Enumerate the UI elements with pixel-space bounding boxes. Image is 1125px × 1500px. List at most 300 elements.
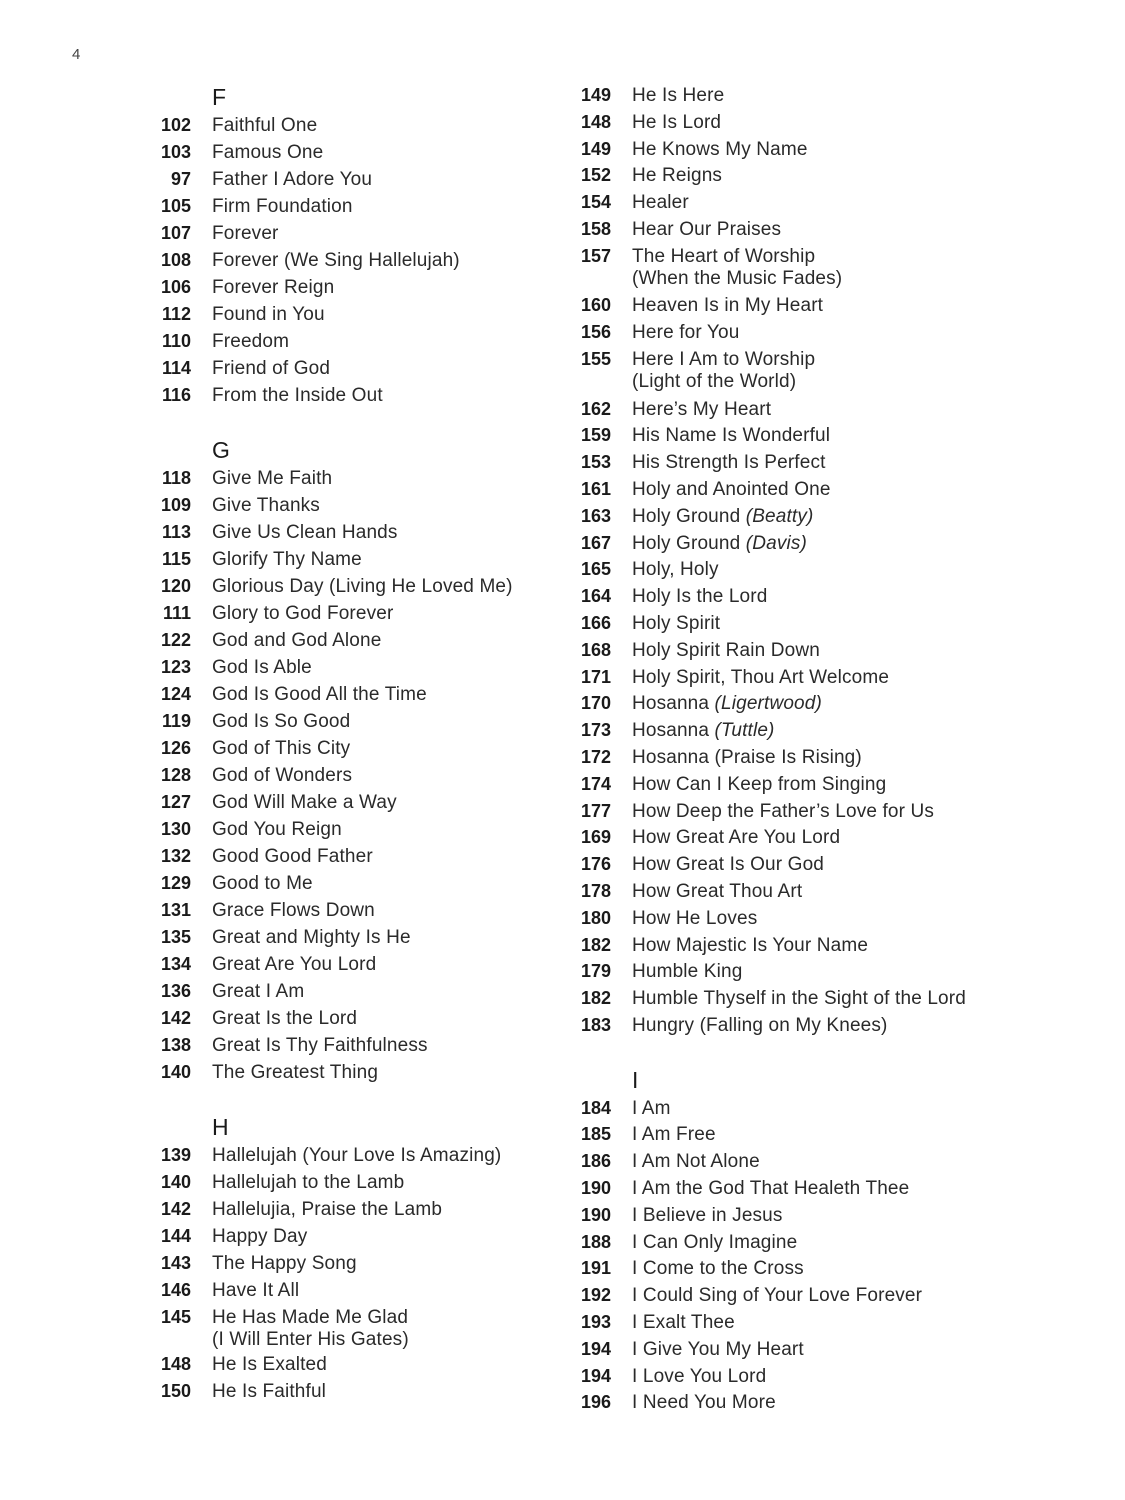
section-letter: F [212, 84, 227, 110]
song-number: 160 [580, 295, 611, 316]
index-entry [150, 546, 560, 573]
song-number: 153 [580, 452, 611, 473]
song-title-block [632, 1095, 671, 1122]
song-title: Hallelujah to the Lamb [212, 1172, 405, 1193]
song-title: God You Reign [212, 819, 342, 840]
index-entry [150, 355, 560, 382]
song-title: Humble Thyself in the Sight of the Lord [632, 988, 966, 1010]
index-entry [570, 449, 1010, 476]
song-number: 123 [160, 657, 191, 677]
song-number: 138 [160, 1035, 191, 1055]
song-number: 102 [160, 115, 191, 135]
song-number: 178 [580, 880, 611, 901]
song-number: 142 [160, 1199, 191, 1219]
song-title: I Need You More [632, 1392, 776, 1414]
song-subtitle: (When the Music Fades) [632, 267, 843, 289]
song-title-block [632, 1389, 776, 1416]
index-entry [570, 1336, 1010, 1363]
song-title-block [212, 328, 289, 355]
index-entry [150, 1250, 560, 1277]
index-entry [570, 1148, 1010, 1175]
song-title: Holy Ground [632, 532, 741, 554]
index-entry [150, 301, 560, 328]
song-number: 164 [580, 586, 611, 607]
song-number: 112 [161, 304, 191, 324]
index-entry [570, 664, 1010, 691]
song-title-block [632, 637, 820, 664]
song-title: Holy Spirit, Thou Art Welcome [632, 666, 890, 688]
song-title: God Will Make a Way [212, 792, 397, 813]
song-title-block [632, 530, 807, 557]
index-entry [570, 346, 1010, 396]
song-title: Famous One [212, 142, 324, 163]
song-title: Holy and Anointed One [632, 478, 831, 500]
song-number: 183 [580, 1014, 611, 1035]
song-title-block [632, 771, 886, 798]
index-entry [570, 1282, 1010, 1309]
song-number: 166 [580, 612, 611, 633]
song-number: 140 [160, 1172, 191, 1192]
song-number: 124 [160, 684, 191, 704]
song-number: 115 [161, 549, 191, 569]
song-title: He Is Exalted [212, 1354, 327, 1375]
index-entry [570, 1389, 1010, 1416]
index-entry [570, 476, 1010, 503]
index-entry [150, 1142, 560, 1169]
song-number: 196 [580, 1392, 611, 1413]
index-entry [150, 139, 560, 166]
song-number: 157 [580, 245, 611, 266]
song-number: 143 [160, 1253, 191, 1273]
song-title-block [632, 109, 721, 136]
song-title: Great and Mighty Is He [212, 927, 411, 948]
song-number: 120 [160, 576, 191, 596]
index-entry [150, 600, 560, 627]
song-title-block [632, 1336, 804, 1363]
song-title-block [632, 1175, 909, 1202]
song-title: I Am Free [632, 1124, 716, 1146]
song-title-block [212, 816, 342, 843]
song-number: 105 [160, 196, 191, 216]
song-title: Give Thanks [212, 495, 320, 516]
index-entry [150, 573, 560, 600]
song-number: 114 [161, 358, 191, 378]
song-number: 149 [580, 138, 611, 159]
song-title-block [212, 166, 372, 193]
index-section [570, 1039, 1010, 1417]
song-title: How He Loves [632, 907, 758, 929]
song-title: Holy Spirit [632, 612, 721, 634]
song-title-block [632, 82, 724, 109]
index-entry [150, 681, 560, 708]
song-number: 145 [160, 1307, 191, 1327]
index-entry [150, 816, 560, 843]
index-entry [570, 422, 1010, 449]
song-title: Firm Foundation [212, 196, 353, 217]
song-title: Here’s My Heart [632, 398, 772, 420]
index-entry [150, 924, 560, 951]
song-author-note: (Beatty) [745, 505, 814, 527]
index-entry [570, 319, 1010, 346]
page-number: 4 [72, 46, 81, 63]
song-title-block [632, 1012, 888, 1039]
song-title: He Knows My Name [632, 138, 808, 160]
song-title: Freedom [212, 331, 290, 352]
song-title-block [632, 851, 824, 878]
song-number: 184 [580, 1097, 611, 1118]
song-number: 158 [580, 218, 611, 239]
index-entry [150, 1304, 560, 1351]
song-title-block [212, 1169, 404, 1196]
song-title: God of This City [212, 738, 351, 759]
song-title: I Could Sing of Your Love Forever [632, 1285, 923, 1307]
index-section [150, 82, 560, 409]
song-number: 182 [580, 934, 611, 955]
index-entry [150, 654, 560, 681]
song-title: Forever (We Sing Hallelujah) [212, 250, 460, 271]
song-title: Holy Ground [632, 505, 741, 527]
song-title-block [212, 1142, 501, 1169]
song-number: 103 [160, 142, 191, 162]
song-title-block [212, 600, 393, 627]
song-title-block [632, 189, 689, 216]
song-title-block [632, 1363, 766, 1390]
index-entry [570, 292, 1010, 319]
song-title-block [212, 654, 312, 681]
song-title-block [632, 878, 802, 905]
song-title-block [632, 583, 767, 610]
index-entry [570, 744, 1010, 771]
index-entry [570, 189, 1010, 216]
index-section [150, 409, 560, 1086]
index-entry [150, 735, 560, 762]
song-title: Faithful One [212, 115, 318, 136]
song-number: 150 [160, 1381, 191, 1401]
song-title-block [632, 162, 722, 189]
song-number: 192 [580, 1285, 611, 1306]
song-title-block [632, 905, 757, 932]
song-title: Great I Am [212, 981, 305, 1002]
song-title: God Is So Good [212, 711, 351, 732]
song-title-block [632, 664, 889, 691]
song-title-block [632, 1309, 735, 1336]
index-entry [570, 932, 1010, 959]
song-title-block [632, 985, 966, 1012]
index-section [150, 1086, 560, 1405]
song-title: I Believe in Jesus [632, 1204, 783, 1226]
index-entry [570, 851, 1010, 878]
song-number: 111 [162, 603, 191, 623]
index-column-left [150, 82, 560, 1405]
song-number: 163 [580, 505, 611, 526]
song-title-block [212, 465, 332, 492]
song-title: Grace Flows Down [212, 900, 375, 921]
song-title: I Am Not Alone [632, 1151, 760, 1173]
song-number: 190 [580, 1178, 611, 1199]
index-entry [570, 82, 1010, 109]
song-number: 129 [160, 873, 191, 893]
song-title: How Great Is Our God [632, 854, 825, 876]
song-title-block [632, 1282, 922, 1309]
song-title: The Happy Song [212, 1253, 357, 1274]
section-letter: G [212, 437, 230, 463]
song-author-note: (Tuttle) [714, 720, 775, 742]
index-entry [150, 274, 560, 301]
song-number: 180 [580, 907, 611, 928]
song-number: 135 [160, 927, 191, 947]
index-entry [150, 870, 560, 897]
song-number: 97 [170, 169, 191, 189]
song-title: Here I Am to Worship [632, 348, 816, 370]
song-title-block [632, 346, 815, 393]
song-subtitle: (Light of the World) [632, 370, 797, 392]
song-title: I Am the God That Healeth Thee [632, 1178, 910, 1200]
song-title: I Can Only Imagine [632, 1231, 798, 1253]
song-title: Father I Adore You [212, 169, 373, 190]
song-title-block [632, 690, 822, 717]
song-number: 116 [161, 385, 191, 405]
song-title: Good to Me [212, 873, 313, 894]
song-title: Glorify Thy Name [212, 549, 362, 570]
song-subtitle: (I Will Enter His Gates) [212, 1329, 409, 1350]
song-title: Healer [632, 192, 689, 214]
index-entry [570, 985, 1010, 1012]
song-number: 130 [160, 819, 191, 839]
song-number: 193 [580, 1312, 611, 1333]
index-entry [150, 382, 560, 409]
song-number: 171 [580, 666, 611, 687]
song-title-block [632, 1148, 760, 1175]
index-entry [150, 762, 560, 789]
index-entry [570, 824, 1010, 851]
song-title: The Heart of Worship [632, 245, 816, 267]
song-title: Great Is Thy Faithfulness [212, 1035, 428, 1056]
index-entry [570, 1121, 1010, 1148]
song-title: Have It All [212, 1280, 300, 1301]
index-entry [150, 193, 560, 220]
song-number: 136 [160, 981, 191, 1001]
song-title-block [212, 519, 398, 546]
song-number: 174 [580, 773, 611, 794]
song-number: 194 [580, 1338, 611, 1359]
song-title-block [212, 382, 383, 409]
song-title-block [212, 573, 513, 600]
index-entry [570, 771, 1010, 798]
index-entry [150, 1378, 560, 1405]
song-title-block [212, 112, 317, 139]
song-title-block [212, 274, 334, 301]
song-title-block [212, 193, 353, 220]
song-title-block [632, 292, 823, 319]
song-title: From the Inside Out [212, 385, 383, 406]
song-title: He Is Faithful [212, 1381, 327, 1402]
index-entry [150, 247, 560, 274]
index-entry [150, 112, 560, 139]
index-entry [570, 530, 1010, 557]
song-number: 167 [580, 532, 611, 553]
song-title: How Great Are You Lord [632, 827, 841, 849]
index-entry [150, 1223, 560, 1250]
song-title: Great Is the Lord [212, 1008, 358, 1029]
song-number: 113 [161, 522, 191, 542]
song-title-block [632, 449, 826, 476]
index-entry [570, 798, 1010, 825]
song-title: Here for You [632, 322, 740, 344]
song-number: 170 [580, 693, 611, 714]
song-title-block [632, 824, 840, 851]
song-number: 190 [580, 1204, 611, 1225]
song-number: 106 [160, 277, 191, 297]
song-title: He Is Lord [632, 111, 722, 133]
index-entry [150, 1277, 560, 1304]
song-title: Hosanna (Praise Is Rising) [632, 746, 862, 768]
song-title-block [212, 627, 381, 654]
section-letter: I [632, 1066, 639, 1093]
song-title-block [212, 681, 427, 708]
index-entry [150, 1059, 560, 1086]
song-title-block [212, 978, 304, 1005]
song-title-block [212, 1005, 357, 1032]
song-number: 176 [580, 854, 611, 875]
song-number: 134 [160, 954, 191, 974]
song-title: How Majestic Is Your Name [632, 934, 869, 956]
song-title: Give Me Faith [212, 468, 333, 489]
song-number: 173 [580, 720, 611, 741]
index-entry [150, 220, 560, 247]
song-title: Holy Spirit Rain Down [632, 639, 820, 661]
song-title: I Am [632, 1097, 671, 1119]
song-title: Good Good Father [212, 846, 373, 867]
song-title-block [212, 924, 411, 951]
song-title-block [632, 422, 830, 449]
index-entry [570, 243, 1010, 293]
song-title: The Greatest Thing [212, 1062, 379, 1083]
song-title-block [212, 1351, 327, 1378]
index-entry [150, 492, 560, 519]
song-title: Holy, Holy [632, 559, 719, 581]
index-entry [570, 1202, 1010, 1229]
song-title-block [212, 762, 352, 789]
index-entry [150, 1032, 560, 1059]
index-section [570, 82, 1010, 1039]
song-title: I Exalt Thee [632, 1312, 735, 1334]
song-number: 194 [580, 1365, 611, 1386]
song-title-block [212, 492, 320, 519]
song-title-block [632, 396, 771, 423]
song-title-block [632, 136, 808, 163]
song-title: Forever [212, 223, 279, 244]
song-title-block [212, 220, 279, 247]
song-title: Hallelujah (Your Love Is Amazing) [212, 1145, 502, 1166]
song-number: 109 [160, 495, 191, 515]
song-title-block [632, 610, 720, 637]
song-number: 159 [580, 425, 611, 446]
index-entry [150, 897, 560, 924]
song-title-block [632, 216, 781, 243]
song-title: God Is Good All the Time [212, 684, 427, 705]
song-title: Glorious Day (Living He Loved Me) [212, 576, 513, 597]
song-number: 154 [580, 192, 611, 213]
song-number: 140 [160, 1062, 191, 1082]
song-number: 127 [160, 792, 191, 812]
song-number: 144 [160, 1226, 191, 1246]
index-entry [570, 637, 1010, 664]
index-entry [570, 1255, 1010, 1282]
song-title: How Great Thou Art [632, 880, 803, 902]
index-entry [150, 1169, 560, 1196]
song-title-block [212, 897, 375, 924]
song-title: His Name Is Wonderful [632, 425, 831, 447]
index-entry [150, 627, 560, 654]
index-column-right [570, 82, 1010, 1416]
song-title-block [212, 1059, 378, 1086]
index-entry [570, 1363, 1010, 1390]
song-title: Great Are You Lord [212, 954, 377, 975]
song-number: 185 [580, 1124, 611, 1145]
song-title-block [632, 932, 868, 959]
song-title: How Deep the Father’s Love for Us [632, 800, 935, 822]
song-title: Hosanna [632, 693, 710, 715]
song-number: 142 [160, 1008, 191, 1028]
song-title: God Is Able [212, 657, 312, 678]
index-entry [150, 328, 560, 355]
song-title: Hear Our Praises [632, 218, 782, 240]
index-entry [570, 1095, 1010, 1122]
song-title-block [212, 951, 376, 978]
song-title: Glory to God Forever [212, 603, 394, 624]
section-letter: H [212, 1114, 229, 1140]
song-title: He Has Made Me Glad [212, 1307, 409, 1328]
song-title: Forever Reign [212, 277, 335, 298]
song-number: 165 [580, 559, 611, 580]
index-entry [150, 1196, 560, 1223]
song-title-block [212, 735, 350, 762]
index-entry [570, 583, 1010, 610]
song-number: 162 [580, 398, 611, 419]
song-title: Humble King [632, 961, 743, 983]
song-title: Heaven Is in My Heart [632, 295, 824, 317]
song-number: 110 [161, 331, 191, 351]
index-entry [570, 610, 1010, 637]
song-author-note: (Davis) [745, 532, 807, 554]
index-entry [570, 503, 1010, 530]
index-entry [150, 789, 560, 816]
index-entry [570, 878, 1010, 905]
song-title: Hungry (Falling on My Knees) [632, 1014, 888, 1036]
song-number: 168 [580, 639, 611, 660]
song-title: Found in You [212, 304, 325, 325]
song-title-block [632, 958, 742, 985]
index-entry [150, 951, 560, 978]
song-title: How Can I Keep from Singing [632, 773, 887, 795]
song-title-block [212, 1032, 428, 1059]
song-title-block [632, 1202, 783, 1229]
song-number: 118 [161, 468, 191, 488]
index-entry [570, 1175, 1010, 1202]
song-title-block [212, 708, 350, 735]
song-title-block [632, 798, 934, 825]
song-title-block [212, 1223, 307, 1250]
song-title: Hosanna [632, 720, 710, 742]
song-title-block [212, 1304, 409, 1351]
index-entry [570, 1012, 1010, 1039]
index-entry [570, 556, 1010, 583]
song-title: He Is Here [632, 85, 725, 106]
song-number: 155 [580, 348, 611, 369]
index-entry [150, 1005, 560, 1032]
index-entry [570, 717, 1010, 744]
song-number: 146 [160, 1280, 191, 1300]
